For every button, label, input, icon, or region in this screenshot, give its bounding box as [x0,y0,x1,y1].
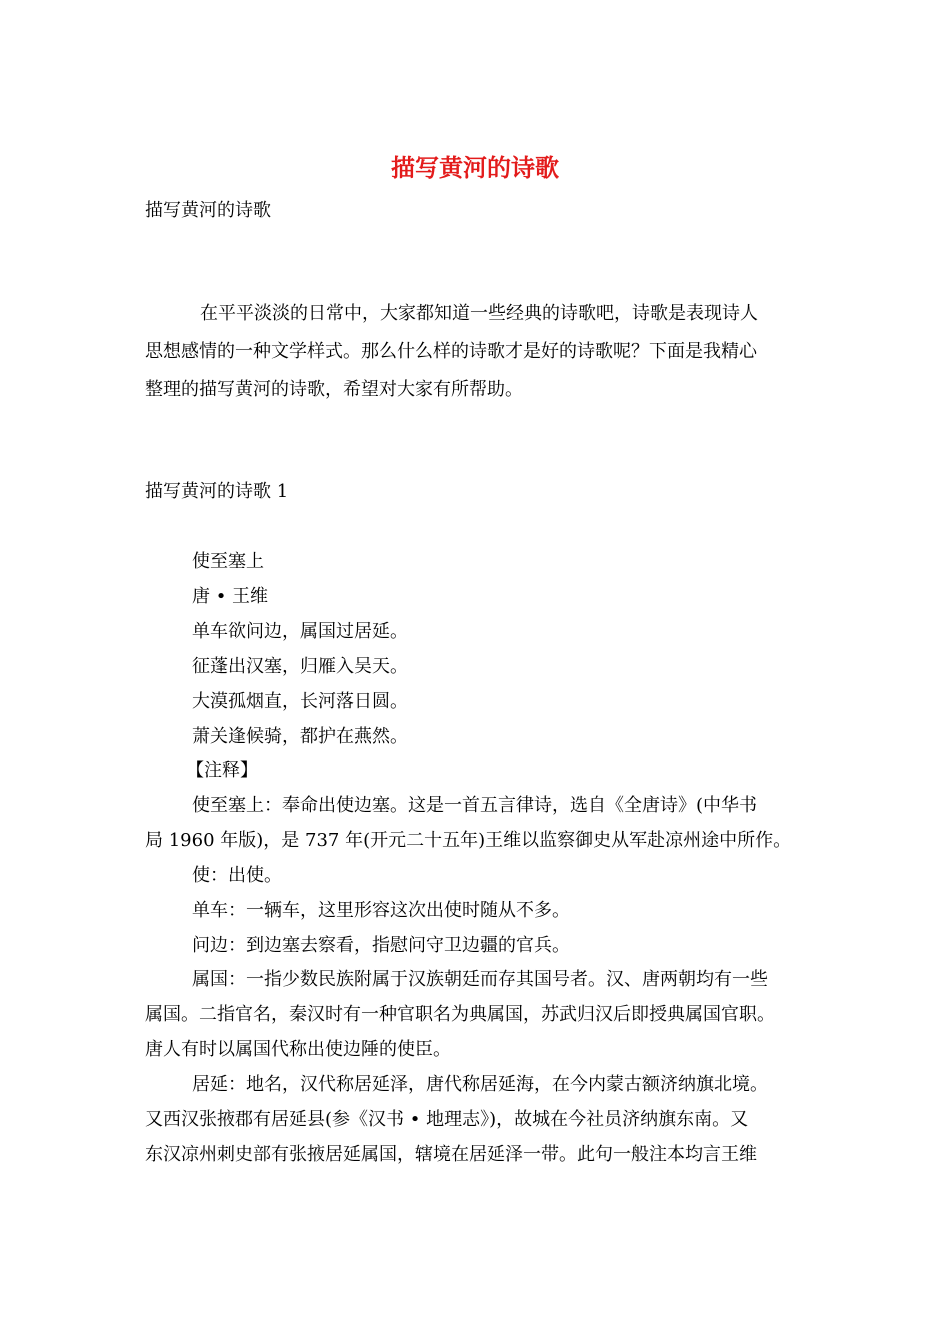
note-line: 属国。二指官名，秦汉时有一种官职名为典属国，苏武归汉后即授典属国官职。 [145,1004,775,1025]
document-title: 描写黄河的诗歌 [391,153,559,182]
note-line: 问边：到边塞去察看，指慰问守卫边疆的官兵。 [192,935,570,956]
poem-title: 使至塞上 [192,551,264,572]
poem-line: 征蓬出汉塞，归雁入吴天。 [192,656,408,677]
section-heading: 描写黄河的诗歌 1 [145,481,289,502]
notes-label: 【注释】 [186,760,258,781]
note-line: 使：出使。 [192,865,282,886]
poem-line: 单车欲问边，属国过居延。 [192,621,408,642]
note-line: 东汉凉州刺史部有张掖居延属国，辖境在居延泽一带。此句一般注本均言王维 [145,1144,757,1165]
note-line: 使至塞上：奉命出使边塞。这是一首五言律诗，选自《全唐诗》(中华书 [192,795,758,816]
note-line: 局 1960 年版)，是 737 年(开元二十五年)王维以监察御史从军赴凉州途中所作。 [145,830,792,851]
note-line: 单车：一辆车，这里形容这次出使时随从不多。 [192,900,570,921]
subtitle: 描写黄河的诗歌 [145,200,271,221]
poem-line: 大漠孤烟直，长河落日圆。 [192,691,408,712]
note-line: 属国：一指少数民族附属于汉族朝廷而存其国号者。汉、唐两朝均有一些 [192,969,768,990]
poem-author: 唐 • 王维 [192,586,269,607]
intro-line-3: 整理的描写黄河的诗歌，希望对大家有所帮助。 [145,379,523,400]
note-line: 又西汉张掖郡有居延县(参《汉书 • 地理志》)，故城在今社员济纳旗东南。又 [145,1109,749,1130]
note-line: 唐人有时以属国代称出使边陲的使臣。 [145,1039,451,1060]
poem-line: 萧关逢候骑，都护在燕然。 [192,726,408,747]
note-line: 居延：地名，汉代称居延泽，唐代称居延海，在今内蒙古额济纳旗北境。 [192,1074,768,1095]
intro-line-1: 在平平淡淡的日常中，大家都知道一些经典的诗歌吧，诗歌是表现诗人 [200,303,758,324]
intro-line-2: 思想感情的一种文学样式。那么什么样的诗歌才是好的诗歌呢？下面是我精心 [145,341,757,362]
